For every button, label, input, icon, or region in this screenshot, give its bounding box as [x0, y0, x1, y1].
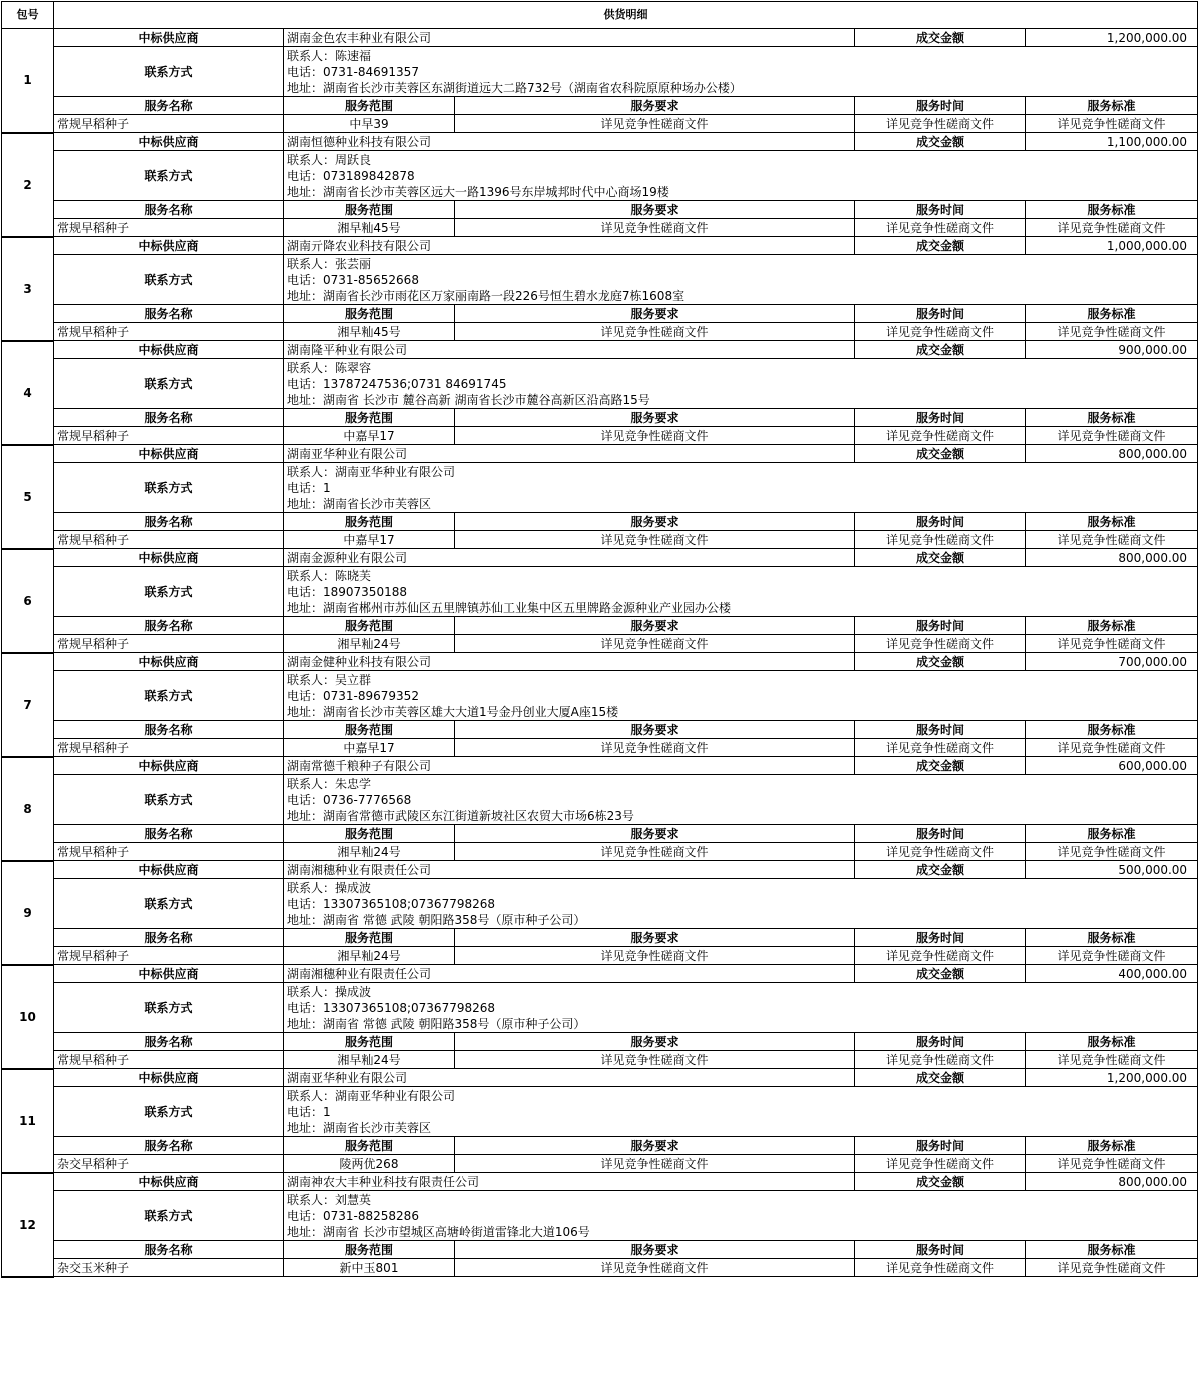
supplier-name: 湖南湘穗种业有限责任公司: [284, 965, 855, 983]
service-scope-label: 服务范围: [284, 409, 455, 427]
supplier-label: 中标供应商: [54, 1173, 284, 1191]
service-standard: 详见竞争性磋商文件: [1026, 427, 1198, 445]
service-requirement: 详见竞争性磋商文件: [455, 947, 855, 965]
supplier-row: [2, 29, 1198, 47]
service-time: 详见竞争性磋商文件: [855, 427, 1026, 445]
contact-person: 联系人：张芸丽: [287, 257, 372, 271]
service-item-row: [2, 1259, 1198, 1277]
service-name-label: 服务名称: [54, 1033, 284, 1051]
service-requirement-label: 服务要求: [455, 1033, 855, 1051]
amount-label: 成交金额: [855, 237, 1026, 255]
contact-phone: 电话：13307365108;07367798268: [287, 897, 496, 911]
contact-phone: 电话：1: [287, 1105, 331, 1119]
contact-label: 联系方式: [54, 671, 284, 721]
service-name: 常规早稻种子: [54, 1051, 284, 1069]
amount-value: 600,000.00: [1026, 757, 1198, 775]
service-standard: 详见竞争性磋商文件: [1026, 843, 1198, 861]
contact-row: [2, 47, 1198, 97]
service-standard: 详见竞争性磋商文件: [1026, 115, 1198, 133]
service-scope: 湘早籼24号: [284, 635, 455, 653]
service-item-row: [2, 739, 1198, 757]
service-header-row: [2, 305, 1198, 323]
service-standard: 详见竞争性磋商文件: [1026, 947, 1198, 965]
supplier-row: [2, 237, 1198, 255]
service-requirement-label: 服务要求: [455, 409, 855, 427]
service-name-label: 服务名称: [54, 825, 284, 843]
service-standard-label: 服务标准: [1026, 929, 1198, 947]
contact-person: 联系人：湖南亚华种业有限公司: [287, 1089, 456, 1103]
supply-detail-table: [1, 1, 1198, 1278]
amount-label: 成交金额: [855, 133, 1026, 151]
amount-value: 800,000.00: [1026, 549, 1198, 567]
contact-label: 联系方式: [54, 567, 284, 617]
service-name: 常规早稻种子: [54, 947, 284, 965]
service-requirement: 详见竞争性磋商文件: [455, 1259, 855, 1277]
service-name: 常规早稻种子: [54, 219, 284, 237]
contact-phone: 电话：0731-85652668: [287, 273, 419, 287]
service-requirement: 详见竞争性磋商文件: [455, 115, 855, 133]
service-standard-label: 服务标准: [1026, 1241, 1198, 1259]
service-name-label: 服务名称: [54, 513, 284, 531]
contact-phone: 电话：0731-89679352: [287, 689, 419, 703]
service-standard-label: 服务标准: [1026, 825, 1198, 843]
service-scope: 陵两优268: [284, 1155, 455, 1173]
service-requirement-label: 服务要求: [455, 1137, 855, 1155]
contact-address: 地址：湖南省常德市武陵区东江街道新坡社区农贸大市场6栋23号: [287, 809, 634, 823]
service-name: 杂交玉米种子: [54, 1259, 284, 1277]
supplier-label: 中标供应商: [54, 653, 284, 671]
contact-phone: 电话：1: [287, 481, 331, 495]
service-standard-label: 服务标准: [1026, 305, 1198, 323]
contact-row: [2, 1087, 1198, 1137]
contact-label: 联系方式: [54, 463, 284, 513]
amount-value: 1,000,000.00: [1026, 237, 1198, 255]
service-requirement-label: 服务要求: [455, 721, 855, 739]
contact-details: [284, 47, 1198, 97]
service-scope-label: 服务范围: [284, 1241, 455, 1259]
service-name-label: 服务名称: [54, 97, 284, 115]
package-number: 10: [2, 965, 54, 1069]
service-requirement: 详见竞争性磋商文件: [455, 427, 855, 445]
package-number: 2: [2, 133, 54, 237]
service-requirement-label: 服务要求: [455, 201, 855, 219]
package-number-header: 包号: [2, 2, 54, 29]
service-item-row: [2, 115, 1198, 133]
contact-address: 地址：湖南省 常德 武陵 朝阳路358号（原市种子公司）: [287, 913, 586, 927]
supplier-label: 中标供应商: [54, 445, 284, 463]
amount-label: 成交金额: [855, 549, 1026, 567]
service-item-row: [2, 1051, 1198, 1069]
service-standard-label: 服务标准: [1026, 409, 1198, 427]
service-standard: 详见竞争性磋商文件: [1026, 739, 1198, 757]
service-time-label: 服务时间: [855, 409, 1026, 427]
service-header-row: [2, 721, 1198, 739]
contact-phone: 电话：0731-84691357: [287, 65, 419, 79]
service-scope: 湘早籼24号: [284, 947, 455, 965]
service-scope-label: 服务范围: [284, 97, 455, 115]
amount-label: 成交金额: [855, 861, 1026, 879]
service-item-row: [2, 947, 1198, 965]
contact-details: [284, 879, 1198, 929]
service-time-label: 服务时间: [855, 617, 1026, 635]
service-requirement: 详见竞争性磋商文件: [455, 219, 855, 237]
amount-label: 成交金额: [855, 965, 1026, 983]
amount-label: 成交金额: [855, 445, 1026, 463]
service-time: 详见竞争性磋商文件: [855, 843, 1026, 861]
contact-row: [2, 983, 1198, 1033]
service-item-row: [2, 427, 1198, 445]
package-number: 6: [2, 549, 54, 653]
service-requirement: 详见竞争性磋商文件: [455, 843, 855, 861]
service-time-label: 服务时间: [855, 513, 1026, 531]
amount-value: 400,000.00: [1026, 965, 1198, 983]
amount-value: 1,200,000.00: [1026, 1069, 1198, 1087]
supplier-label: 中标供应商: [54, 29, 284, 47]
service-standard-label: 服务标准: [1026, 617, 1198, 635]
contact-label: 联系方式: [54, 151, 284, 201]
contact-phone: 电话：0736-7776568: [287, 793, 412, 807]
contact-address: 地址：湖南省长沙市芙蓉区远大一路1396号东岸城邦时代中心商场19楼: [287, 185, 669, 199]
contact-details: [284, 567, 1198, 617]
service-header-row: [2, 97, 1198, 115]
contact-address: 地址：湖南省 常德 武陵 朝阳路358号（原市种子公司）: [287, 1017, 586, 1031]
service-time: 详见竞争性磋商文件: [855, 323, 1026, 341]
contact-phone: 电话：0731-88258286: [287, 1209, 419, 1223]
amount-label: 成交金额: [855, 1069, 1026, 1087]
service-standard-label: 服务标准: [1026, 1137, 1198, 1155]
service-time: 详见竞争性磋商文件: [855, 635, 1026, 653]
service-name-label: 服务名称: [54, 929, 284, 947]
supplier-name: 湖南隆平种业有限公司: [284, 341, 855, 359]
service-scope-label: 服务范围: [284, 305, 455, 323]
service-requirement-label: 服务要求: [455, 1241, 855, 1259]
service-time: 详见竞争性磋商文件: [855, 531, 1026, 549]
service-requirement-label: 服务要求: [455, 305, 855, 323]
service-standard: 详见竞争性磋商文件: [1026, 531, 1198, 549]
package-number: 12: [2, 1173, 54, 1277]
contact-label: 联系方式: [54, 255, 284, 305]
contact-phone: 电话：073189842878: [287, 169, 415, 183]
package-number: 5: [2, 445, 54, 549]
service-name: 常规早稻种子: [54, 427, 284, 445]
service-time-label: 服务时间: [855, 1137, 1026, 1155]
supplier-name: 湖南恒德种业科技有限公司: [284, 133, 855, 151]
service-header-row: [2, 201, 1198, 219]
contact-label: 联系方式: [54, 775, 284, 825]
service-requirement-label: 服务要求: [455, 929, 855, 947]
service-name-label: 服务名称: [54, 305, 284, 323]
amount-value: 1,200,000.00: [1026, 29, 1198, 47]
package-number: 7: [2, 653, 54, 757]
service-header-row: [2, 513, 1198, 531]
service-header-row: [2, 1033, 1198, 1051]
service-scope: 湘早籼24号: [284, 843, 455, 861]
supplier-row: [2, 341, 1198, 359]
service-time: 详见竞争性磋商文件: [855, 1155, 1026, 1173]
service-requirement-label: 服务要求: [455, 513, 855, 531]
contact-row: [2, 567, 1198, 617]
service-scope: 中嘉早17: [284, 739, 455, 757]
contact-label: 联系方式: [54, 879, 284, 929]
service-requirement: 详见竞争性磋商文件: [455, 1155, 855, 1173]
service-header-row: [2, 825, 1198, 843]
contact-label: 联系方式: [54, 1191, 284, 1241]
package-number: 8: [2, 757, 54, 861]
contact-label: 联系方式: [54, 1087, 284, 1137]
supplier-row: [2, 133, 1198, 151]
service-scope-label: 服务范围: [284, 825, 455, 843]
contact-address: 地址：湖南省长沙市芙蓉区: [287, 1121, 432, 1135]
contact-details: [284, 1087, 1198, 1137]
service-scope: 湘早籼45号: [284, 219, 455, 237]
service-time: 详见竞争性磋商文件: [855, 219, 1026, 237]
contact-details: [284, 359, 1198, 409]
contact-row: [2, 1191, 1198, 1241]
service-standard-label: 服务标准: [1026, 201, 1198, 219]
supplier-name: 湖南湘穗种业有限责任公司: [284, 861, 855, 879]
contact-address: 地址：湖南省长沙市芙蓉区东湖街道远大二路732号（湖南省农科院原原种场办公楼）: [287, 81, 742, 95]
service-requirement: 详见竞争性磋商文件: [455, 1051, 855, 1069]
service-scope-label: 服务范围: [284, 721, 455, 739]
service-scope-label: 服务范围: [284, 201, 455, 219]
service-name-label: 服务名称: [54, 409, 284, 427]
amount-value: 800,000.00: [1026, 1173, 1198, 1191]
header-row: [2, 2, 1198, 29]
service-requirement: 详见竞争性磋商文件: [455, 323, 855, 341]
service-name-label: 服务名称: [54, 617, 284, 635]
contact-person: 联系人：刘慧英: [287, 1193, 372, 1207]
package-number: 11: [2, 1069, 54, 1173]
contact-person: 联系人：周跃良: [287, 153, 372, 167]
service-standard: 详见竞争性磋商文件: [1026, 219, 1198, 237]
supplier-label: 中标供应商: [54, 133, 284, 151]
service-name: 常规早稻种子: [54, 531, 284, 549]
contact-details: [284, 671, 1198, 721]
supplier-label: 中标供应商: [54, 549, 284, 567]
amount-value: 1,100,000.00: [1026, 133, 1198, 151]
supplier-label: 中标供应商: [54, 757, 284, 775]
contact-label: 联系方式: [54, 359, 284, 409]
amount-label: 成交金额: [855, 1173, 1026, 1191]
contact-details: [284, 775, 1198, 825]
contact-address: 地址：湖南省 长沙市望城区高塘岭街道雷锋北大道106号: [287, 1225, 590, 1239]
supplier-label: 中标供应商: [54, 237, 284, 255]
service-scope: 中早39: [284, 115, 455, 133]
service-standard-label: 服务标准: [1026, 1033, 1198, 1051]
service-time-label: 服务时间: [855, 1241, 1026, 1259]
supplier-label: 中标供应商: [54, 341, 284, 359]
contact-address: 地址：湖南省长沙市芙蓉区: [287, 497, 432, 511]
service-scope: 中嘉早17: [284, 427, 455, 445]
service-header-row: [2, 1241, 1198, 1259]
supplier-row: [2, 1069, 1198, 1087]
service-header-row: [2, 409, 1198, 427]
service-name-label: 服务名称: [54, 1137, 284, 1155]
service-standard: 详见竞争性磋商文件: [1026, 1155, 1198, 1173]
supplier-name: 湖南亓降农业科技有限公司: [284, 237, 855, 255]
supplier-label: 中标供应商: [54, 1069, 284, 1087]
contact-phone: 电话：13787247536;0731 84691745: [287, 377, 507, 391]
service-name: 杂交早稻种子: [54, 1155, 284, 1173]
contact-phone: 电话：18907350188: [287, 585, 407, 599]
service-header-row: [2, 929, 1198, 947]
amount-value: 700,000.00: [1026, 653, 1198, 671]
service-item-row: [2, 531, 1198, 549]
contact-row: [2, 671, 1198, 721]
service-name: 常规早稻种子: [54, 739, 284, 757]
contact-person: 联系人：操成波: [287, 881, 372, 895]
contact-label: 联系方式: [54, 47, 284, 97]
service-header-row: [2, 1137, 1198, 1155]
contact-row: [2, 775, 1198, 825]
contact-row: [2, 255, 1198, 305]
service-requirement: 详见竞争性磋商文件: [455, 531, 855, 549]
contact-person: 联系人：朱忠学: [287, 777, 372, 791]
supplier-label: 中标供应商: [54, 861, 284, 879]
contact-row: [2, 151, 1198, 201]
supplier-name: 湖南神农大丰种业科技有限责任公司: [284, 1173, 855, 1191]
service-scope-label: 服务范围: [284, 617, 455, 635]
supplier-name: 湖南亚华种业有限公司: [284, 445, 855, 463]
service-name-label: 服务名称: [54, 721, 284, 739]
supply-detail-header: 供货明细: [54, 2, 1198, 29]
service-name: 常规早稻种子: [54, 323, 284, 341]
supplier-row: [2, 549, 1198, 567]
service-name-label: 服务名称: [54, 1241, 284, 1259]
contact-row: [2, 463, 1198, 513]
supplier-name: 湖南金健种业科技有限公司: [284, 653, 855, 671]
service-standard: 详见竞争性磋商文件: [1026, 323, 1198, 341]
service-header-row: [2, 617, 1198, 635]
service-name: 常规早稻种子: [54, 635, 284, 653]
service-time: 详见竞争性磋商文件: [855, 115, 1026, 133]
service-requirement-label: 服务要求: [455, 97, 855, 115]
service-time-label: 服务时间: [855, 201, 1026, 219]
contact-details: [284, 151, 1198, 201]
contact-row: [2, 879, 1198, 929]
contact-details: [284, 1191, 1198, 1241]
supplier-row: [2, 757, 1198, 775]
contact-phone: 电话：13307365108;07367798268: [287, 1001, 496, 1015]
service-time: 详见竞争性磋商文件: [855, 1051, 1026, 1069]
package-number: 1: [2, 29, 54, 133]
service-requirement: 详见竞争性磋商文件: [455, 739, 855, 757]
amount-value: 800,000.00: [1026, 445, 1198, 463]
service-item-row: [2, 323, 1198, 341]
amount-label: 成交金额: [855, 341, 1026, 359]
amount-label: 成交金额: [855, 757, 1026, 775]
service-requirement-label: 服务要求: [455, 617, 855, 635]
service-standard: 详见竞争性磋商文件: [1026, 1259, 1198, 1277]
service-item-row: [2, 843, 1198, 861]
supplier-name: 湖南常德千粮种子有限公司: [284, 757, 855, 775]
service-time-label: 服务时间: [855, 721, 1026, 739]
service-standard-label: 服务标准: [1026, 97, 1198, 115]
service-scope-label: 服务范围: [284, 1033, 455, 1051]
service-time-label: 服务时间: [855, 1033, 1026, 1051]
contact-person: 联系人：陈翠容: [287, 361, 372, 375]
service-scope-label: 服务范围: [284, 929, 455, 947]
supplier-name: 湖南亚华种业有限公司: [284, 1069, 855, 1087]
service-scope: 新中玉801: [284, 1259, 455, 1277]
service-item-row: [2, 635, 1198, 653]
service-item-row: [2, 219, 1198, 237]
service-time-label: 服务时间: [855, 825, 1026, 843]
contact-person: 联系人：湖南亚华种业有限公司: [287, 465, 456, 479]
amount-label: 成交金额: [855, 653, 1026, 671]
service-time: 详见竞争性磋商文件: [855, 1259, 1026, 1277]
contact-person: 联系人：吴立群: [287, 673, 372, 687]
service-time-label: 服务时间: [855, 97, 1026, 115]
service-standard: 详见竞争性磋商文件: [1026, 635, 1198, 653]
contact-details: [284, 463, 1198, 513]
service-time-label: 服务时间: [855, 305, 1026, 323]
service-scope: 湘早籼24号: [284, 1051, 455, 1069]
service-item-row: [2, 1155, 1198, 1173]
package-number: 4: [2, 341, 54, 445]
contact-address: 地址：湖南省长沙市芙蓉区雄大大道1号金丹创业大厦A座15楼: [287, 705, 619, 719]
supplier-name: 湖南金色农丰种业有限公司: [284, 29, 855, 47]
service-scope: 中嘉早17: [284, 531, 455, 549]
amount-value: 500,000.00: [1026, 861, 1198, 879]
contact-address: 地址：湖南省郴州市苏仙区五里牌镇苏仙工业集中区五里牌路金源种业产业园办公楼: [287, 601, 732, 615]
contact-address: 地址：湖南省 长沙市 麓谷高新 湖南省长沙市麓谷高新区沿高路15号: [287, 393, 650, 407]
service-scope: 湘早籼45号: [284, 323, 455, 341]
amount-value: 900,000.00: [1026, 341, 1198, 359]
service-name-label: 服务名称: [54, 201, 284, 219]
service-name: 常规早稻种子: [54, 843, 284, 861]
service-standard-label: 服务标准: [1026, 513, 1198, 531]
contact-label: 联系方式: [54, 983, 284, 1033]
supplier-row: [2, 1173, 1198, 1191]
supplier-row: [2, 965, 1198, 983]
service-standard-label: 服务标准: [1026, 721, 1198, 739]
contact-person: 联系人：陈速福: [287, 49, 372, 63]
supplier-row: [2, 445, 1198, 463]
supplier-name: 湖南金源种业有限公司: [284, 549, 855, 567]
service-requirement-label: 服务要求: [455, 825, 855, 843]
service-time: 详见竞争性磋商文件: [855, 739, 1026, 757]
amount-label: 成交金额: [855, 29, 1026, 47]
service-time: 详见竞争性磋商文件: [855, 947, 1026, 965]
service-time-label: 服务时间: [855, 929, 1026, 947]
service-standard: 详见竞争性磋商文件: [1026, 1051, 1198, 1069]
service-scope-label: 服务范围: [284, 1137, 455, 1155]
contact-person: 联系人：陈晓芙: [287, 569, 372, 583]
supplier-label: 中标供应商: [54, 965, 284, 983]
service-name: 常规早稻种子: [54, 115, 284, 133]
contact-row: [2, 359, 1198, 409]
package-number: 3: [2, 237, 54, 341]
contact-person: 联系人：操成波: [287, 985, 372, 999]
supplier-row: [2, 861, 1198, 879]
supplier-row: [2, 653, 1198, 671]
service-scope-label: 服务范围: [284, 513, 455, 531]
service-requirement: 详见竞争性磋商文件: [455, 635, 855, 653]
contact-details: [284, 983, 1198, 1033]
contact-details: [284, 255, 1198, 305]
package-number: 9: [2, 861, 54, 965]
contact-address: 地址：湖南省长沙市雨花区万家丽南路一段226号恒生碧水龙庭7栋1608室: [287, 289, 685, 303]
